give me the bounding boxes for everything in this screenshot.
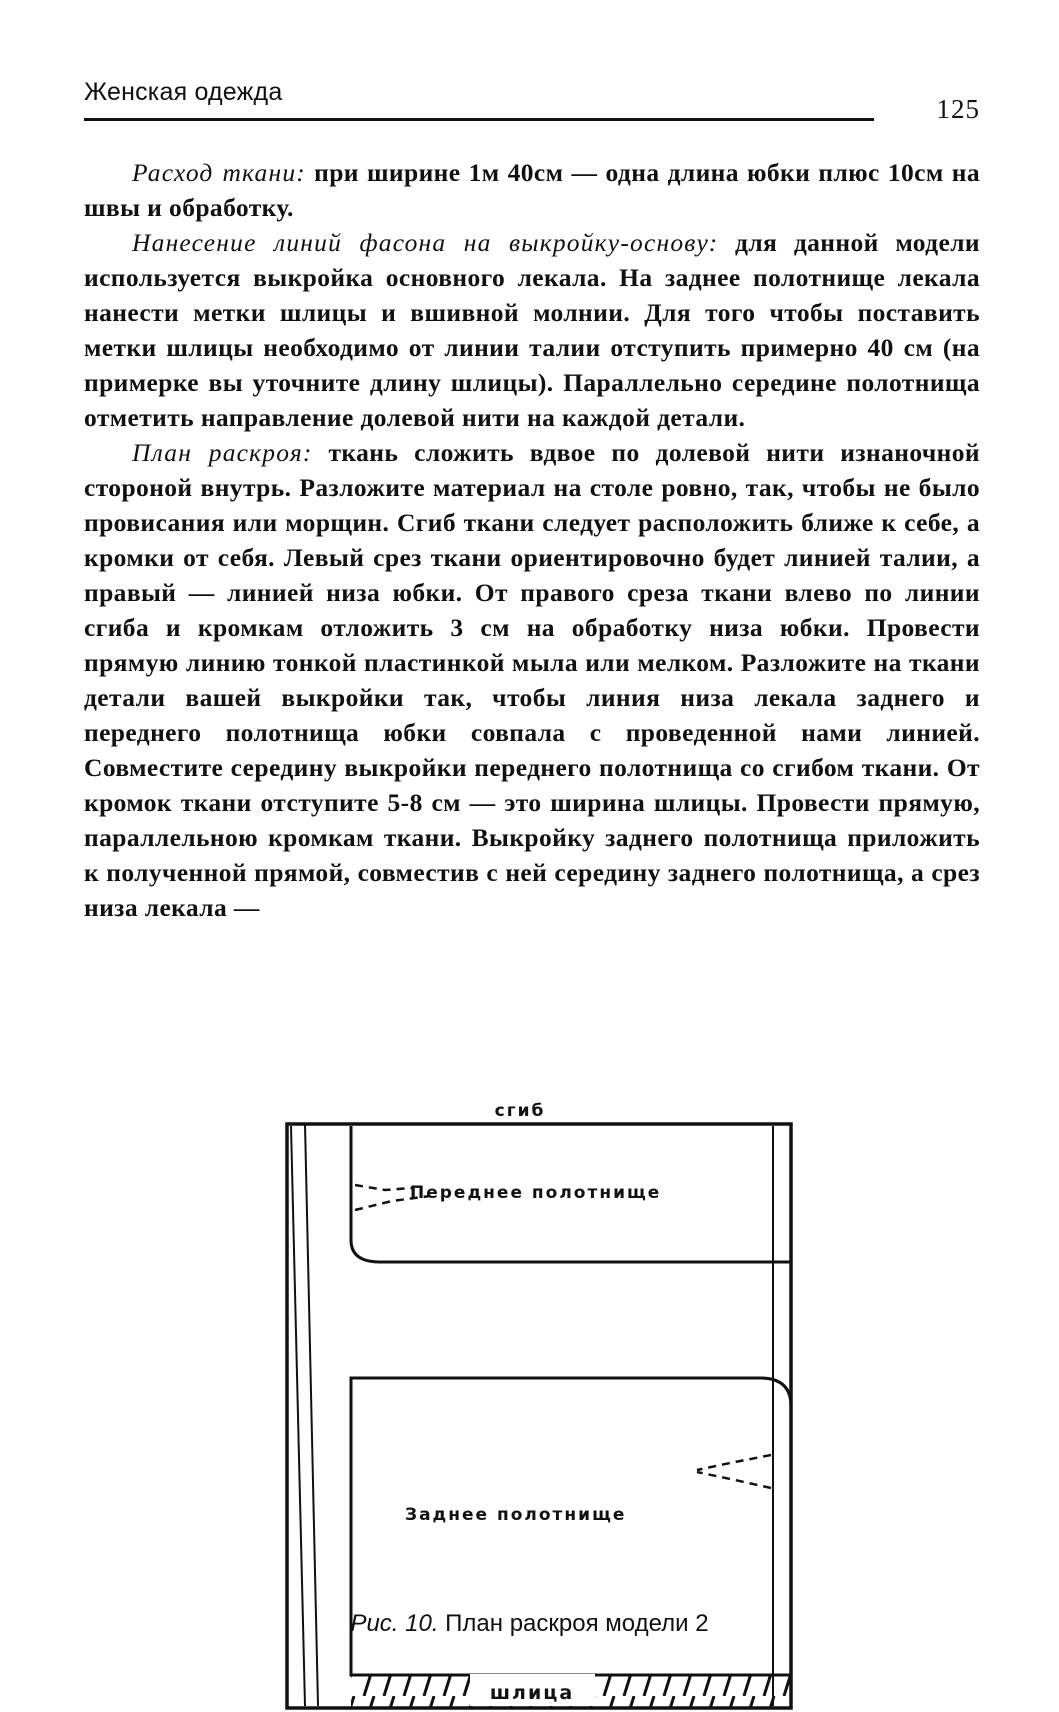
- cutting-plan-diagram: [0, 1080, 1059, 1704]
- term-style-lines: Нанесение линий фасона на выкройку-основу:: [132, 228, 719, 257]
- page-header: [84, 72, 980, 128]
- term-cutting-plan: План раскроя:: [132, 438, 313, 467]
- label-back-panel: [405, 1505, 626, 1525]
- label-front-panel: [410, 1183, 661, 1203]
- label-slit: шлица: [489, 1682, 575, 1704]
- term-fabric-consumption: Расход ткани:: [132, 158, 306, 187]
- running-title: Женская одежда: [84, 78, 283, 106]
- paragraph-text: при ширине 1м 40см — одна длина юбки плюс 10см на швы и обработку.: [84, 158, 980, 222]
- label-fold: сгиб: [494, 1101, 546, 1121]
- label-front-text: Переднее полотнище: [410, 1183, 662, 1203]
- figure-caption: [0, 1610, 1059, 1638]
- header-rule: [84, 118, 874, 121]
- caption-text: План раскроя модели 2: [438, 1610, 709, 1637]
- paragraph-cutting-plan: [84, 435, 980, 925]
- paragraph-fabric-consumption: [84, 155, 980, 225]
- back-grain-arrow: [697, 1455, 771, 1488]
- paragraph-style-lines: [84, 225, 980, 435]
- label-back-text: Заднее полотнище: [405, 1505, 627, 1525]
- paragraph-text: для данной модели используется выкройка основного лекала. На заднее полотнище лекала нанести метки шлицы и вшивной молнии. Для того чтобы поставить метки шлицы необходимо от линии талии отступить примерно 40 см (на примерке вы уточните длину шлицы). Параллельно середине полотнища отметить направление долевой нити на каждой детали.: [84, 228, 980, 432]
- caption-number: Рис. 10.: [350, 1610, 439, 1637]
- page-number: 125: [936, 94, 980, 124]
- body-text: [84, 155, 980, 925]
- paragraph-text: ткань сложить вдвое по долевой нити изнаночной стороной внутрь. Разложите материал на столе ровно, так, чтобы не было провисания или морщин. Сгиб ткани следует расположить ближе к себе, а кромки от себя. Левый срез ткани ориентировочно будет линией талии, а правый — линией низа юбки. От правого среза ткани влево по линии сгиба и кромкам отложить 3 см на обработку низа юбки. Провести прямую линию тонкой пластинкой мыла или мелком. Разложите на ткани детали вашей выкройки так, чтобы линия низа лекала заднего и переднего полотнища юбки совпала с проведенной нами линией. Совместите середину выкройки переднего полотнища со сгибом ткани. От кромок ткани отступите 5-8 см — это ширина шлицы. Провести прямую, параллельною кромкам ткани. Выкройку заднего полотнища приложить к полученной прямой, совместив с ней середину заднего полотнища, а срез низа лекала —: [84, 438, 980, 922]
